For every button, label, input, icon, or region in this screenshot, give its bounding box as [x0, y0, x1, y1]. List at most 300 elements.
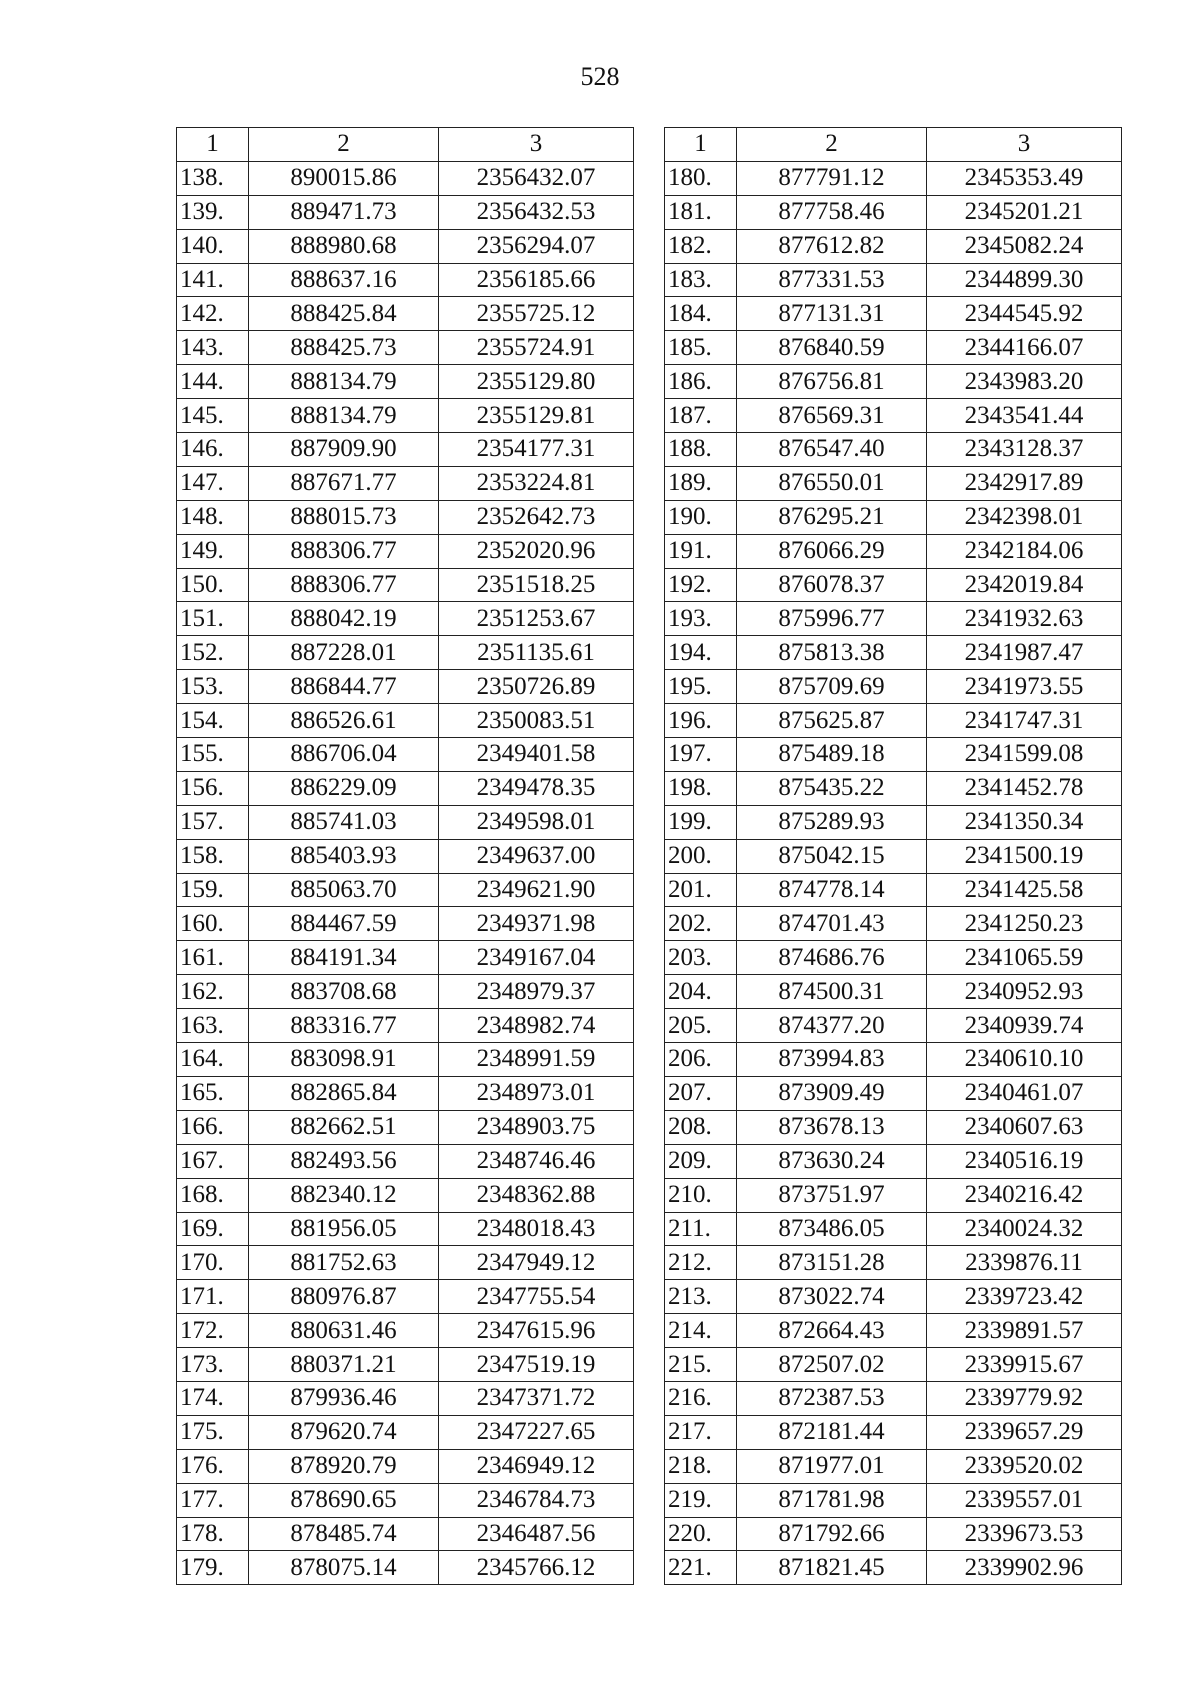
y-coordinate: 2341452.78 [927, 771, 1122, 805]
header-row [665, 128, 1122, 162]
table-row [665, 1212, 1122, 1246]
table-row [665, 941, 1122, 975]
table-row [177, 636, 634, 670]
x-coordinate: 878075.14 [249, 1551, 439, 1585]
point-number: 147. [177, 466, 249, 500]
point-number: 203. [665, 941, 737, 975]
y-coordinate: 2354177.31 [439, 433, 634, 467]
table-row [177, 941, 634, 975]
y-coordinate: 2356294.07 [439, 229, 634, 263]
x-coordinate: 886526.61 [249, 704, 439, 738]
table-row [177, 161, 634, 195]
table-row [665, 399, 1122, 433]
table-row [177, 602, 634, 636]
y-coordinate: 2349637.00 [439, 839, 634, 873]
y-coordinate: 2348991.59 [439, 1043, 634, 1077]
y-coordinate: 2346784.73 [439, 1483, 634, 1517]
point-number: 200. [665, 839, 737, 873]
table-row [177, 365, 634, 399]
table-row [665, 975, 1122, 1009]
y-coordinate: 2355129.81 [439, 399, 634, 433]
x-coordinate: 873678.13 [737, 1110, 927, 1144]
point-number: 187. [665, 399, 737, 433]
x-coordinate: 875996.77 [737, 602, 927, 636]
y-coordinate: 2341250.23 [927, 907, 1122, 941]
point-number: 155. [177, 738, 249, 772]
x-coordinate: 873994.83 [737, 1043, 927, 1077]
table-row [177, 568, 634, 602]
point-number: 172. [177, 1314, 249, 1348]
point-number: 176. [177, 1449, 249, 1483]
table-row [665, 805, 1122, 839]
x-coordinate: 879620.74 [249, 1415, 439, 1449]
table-row [177, 1212, 634, 1246]
table-row [177, 1009, 634, 1043]
y-coordinate: 2349598.01 [439, 805, 634, 839]
table-row [665, 365, 1122, 399]
table-row [177, 1280, 634, 1314]
y-coordinate: 2340024.32 [927, 1212, 1122, 1246]
point-number: 210. [665, 1178, 737, 1212]
point-number: 182. [665, 229, 737, 263]
table-row [177, 738, 634, 772]
table-row [665, 1280, 1122, 1314]
x-coordinate: 888980.68 [249, 229, 439, 263]
table-body [177, 161, 634, 1584]
x-coordinate: 890015.86 [249, 161, 439, 195]
point-number: 197. [665, 738, 737, 772]
table-row [665, 1314, 1122, 1348]
x-coordinate: 883316.77 [249, 1009, 439, 1043]
x-coordinate: 888015.73 [249, 500, 439, 534]
point-number: 141. [177, 263, 249, 297]
y-coordinate: 2348973.01 [439, 1076, 634, 1110]
y-coordinate: 2349371.98 [439, 907, 634, 941]
y-coordinate: 2341065.59 [927, 941, 1122, 975]
point-number: 207. [665, 1076, 737, 1110]
table-row [665, 1483, 1122, 1517]
y-coordinate: 2344545.92 [927, 297, 1122, 331]
point-number: 167. [177, 1144, 249, 1178]
x-coordinate: 876756.81 [737, 365, 927, 399]
table-row [665, 1348, 1122, 1382]
column-header-number: 1 [665, 128, 737, 162]
y-coordinate: 2347755.54 [439, 1280, 634, 1314]
point-number: 212. [665, 1246, 737, 1280]
x-coordinate: 888425.84 [249, 297, 439, 331]
x-coordinate: 872664.43 [737, 1314, 927, 1348]
point-number: 142. [177, 297, 249, 331]
y-coordinate: 2356185.66 [439, 263, 634, 297]
table-row [177, 1110, 634, 1144]
x-coordinate: 875813.38 [737, 636, 927, 670]
header-row [177, 128, 634, 162]
y-coordinate: 2345082.24 [927, 229, 1122, 263]
coordinates-table-right [664, 127, 1122, 1585]
point-number: 157. [177, 805, 249, 839]
table-row [177, 1517, 634, 1551]
coordinates-table-left [176, 127, 634, 1585]
table-row [177, 975, 634, 1009]
y-coordinate: 2339876.11 [927, 1246, 1122, 1280]
point-number: 215. [665, 1348, 737, 1382]
x-coordinate: 884467.59 [249, 907, 439, 941]
table-row [665, 1144, 1122, 1178]
x-coordinate: 874778.14 [737, 873, 927, 907]
x-coordinate: 875709.69 [737, 670, 927, 704]
y-coordinate: 2340516.19 [927, 1144, 1122, 1178]
y-coordinate: 2343983.20 [927, 365, 1122, 399]
y-coordinate: 2339723.42 [927, 1280, 1122, 1314]
x-coordinate: 888134.79 [249, 365, 439, 399]
x-coordinate: 876295.21 [737, 500, 927, 534]
x-coordinate: 881752.63 [249, 1246, 439, 1280]
x-coordinate: 882865.84 [249, 1076, 439, 1110]
x-coordinate: 886706.04 [249, 738, 439, 772]
table-row [665, 907, 1122, 941]
y-coordinate: 2339673.53 [927, 1517, 1122, 1551]
table-row [665, 1449, 1122, 1483]
point-number: 175. [177, 1415, 249, 1449]
x-coordinate: 877758.46 [737, 195, 927, 229]
table-row [665, 1076, 1122, 1110]
y-coordinate: 2341425.58 [927, 873, 1122, 907]
y-coordinate: 2342398.01 [927, 500, 1122, 534]
x-coordinate: 871792.66 [737, 1517, 927, 1551]
point-number: 162. [177, 975, 249, 1009]
table-row [177, 500, 634, 534]
point-number: 144. [177, 365, 249, 399]
point-number: 166. [177, 1110, 249, 1144]
x-coordinate: 877791.12 [737, 161, 927, 195]
x-coordinate: 887228.01 [249, 636, 439, 670]
x-coordinate: 876569.31 [737, 399, 927, 433]
table-row [665, 195, 1122, 229]
y-coordinate: 2339891.57 [927, 1314, 1122, 1348]
y-coordinate: 2345201.21 [927, 195, 1122, 229]
x-coordinate: 882662.51 [249, 1110, 439, 1144]
x-coordinate: 874686.76 [737, 941, 927, 975]
table-row [177, 1144, 634, 1178]
table-row [177, 670, 634, 704]
table-row [665, 1415, 1122, 1449]
y-coordinate: 2347371.72 [439, 1381, 634, 1415]
y-coordinate: 2340461.07 [927, 1076, 1122, 1110]
point-number: 173. [177, 1348, 249, 1382]
point-number: 164. [177, 1043, 249, 1077]
x-coordinate: 884191.34 [249, 941, 439, 975]
table-row [665, 873, 1122, 907]
x-coordinate: 874377.20 [737, 1009, 927, 1043]
point-number: 185. [665, 331, 737, 365]
x-coordinate: 888134.79 [249, 399, 439, 433]
point-number: 158. [177, 839, 249, 873]
x-coordinate: 881956.05 [249, 1212, 439, 1246]
y-coordinate: 2341500.19 [927, 839, 1122, 873]
y-coordinate: 2342917.89 [927, 466, 1122, 500]
table-row [177, 263, 634, 297]
point-number: 193. [665, 602, 737, 636]
y-coordinate: 2345766.12 [439, 1551, 634, 1585]
y-coordinate: 2348362.88 [439, 1178, 634, 1212]
x-coordinate: 879936.46 [249, 1381, 439, 1415]
x-coordinate: 873751.97 [737, 1178, 927, 1212]
table-body [665, 161, 1122, 1584]
point-number: 150. [177, 568, 249, 602]
point-number: 195. [665, 670, 737, 704]
point-number: 191. [665, 534, 737, 568]
x-coordinate: 875489.18 [737, 738, 927, 772]
x-coordinate: 876550.01 [737, 466, 927, 500]
y-coordinate: 2340952.93 [927, 975, 1122, 1009]
y-coordinate: 2339520.02 [927, 1449, 1122, 1483]
x-coordinate: 888306.77 [249, 568, 439, 602]
y-coordinate: 2348018.43 [439, 1212, 634, 1246]
column-header-x: 2 [737, 128, 927, 162]
y-coordinate: 2345353.49 [927, 161, 1122, 195]
table-row [177, 805, 634, 839]
table-row [177, 297, 634, 331]
x-coordinate: 873909.49 [737, 1076, 927, 1110]
point-number: 149. [177, 534, 249, 568]
point-number: 168. [177, 1178, 249, 1212]
x-coordinate: 878485.74 [249, 1517, 439, 1551]
y-coordinate: 2347615.96 [439, 1314, 634, 1348]
point-number: 174. [177, 1381, 249, 1415]
table-row [665, 534, 1122, 568]
y-coordinate: 2342019.84 [927, 568, 1122, 602]
point-number: 199. [665, 805, 737, 839]
x-coordinate: 871821.45 [737, 1551, 927, 1585]
point-number: 170. [177, 1246, 249, 1280]
point-number: 206. [665, 1043, 737, 1077]
y-coordinate: 2356432.53 [439, 195, 634, 229]
x-coordinate: 880371.21 [249, 1348, 439, 1382]
table-row [177, 1551, 634, 1585]
y-coordinate: 2341932.63 [927, 602, 1122, 636]
x-coordinate: 883708.68 [249, 975, 439, 1009]
x-coordinate: 888042.19 [249, 602, 439, 636]
point-number: 184. [665, 297, 737, 331]
point-number: 188. [665, 433, 737, 467]
y-coordinate: 2348979.37 [439, 975, 634, 1009]
point-number: 171. [177, 1280, 249, 1314]
y-coordinate: 2339557.01 [927, 1483, 1122, 1517]
x-coordinate: 880976.87 [249, 1280, 439, 1314]
point-number: 161. [177, 941, 249, 975]
y-coordinate: 2340607.63 [927, 1110, 1122, 1144]
point-number: 217. [665, 1415, 737, 1449]
y-coordinate: 2341599.08 [927, 738, 1122, 772]
point-number: 143. [177, 331, 249, 365]
point-number: 154. [177, 704, 249, 738]
table-row [177, 1043, 634, 1077]
x-coordinate: 873151.28 [737, 1246, 927, 1280]
y-coordinate: 2347949.12 [439, 1246, 634, 1280]
table-row [177, 1348, 634, 1382]
point-number: 181. [665, 195, 737, 229]
table-row [665, 670, 1122, 704]
table-row [665, 229, 1122, 263]
y-coordinate: 2349167.04 [439, 941, 634, 975]
table-row [665, 1178, 1122, 1212]
x-coordinate: 882493.56 [249, 1144, 439, 1178]
point-number: 169. [177, 1212, 249, 1246]
y-coordinate: 2343128.37 [927, 433, 1122, 467]
x-coordinate: 887671.77 [249, 466, 439, 500]
column-header-x: 2 [249, 128, 439, 162]
point-number: 209. [665, 1144, 737, 1178]
table-row [665, 771, 1122, 805]
y-coordinate: 2341350.34 [927, 805, 1122, 839]
point-number: 179. [177, 1551, 249, 1585]
point-number: 186. [665, 365, 737, 399]
table-row [177, 771, 634, 805]
point-number: 146. [177, 433, 249, 467]
y-coordinate: 2351253.67 [439, 602, 634, 636]
table-row [665, 331, 1122, 365]
point-number: 152. [177, 636, 249, 670]
point-number: 216. [665, 1381, 737, 1415]
x-coordinate: 875042.15 [737, 839, 927, 873]
x-coordinate: 876840.59 [737, 331, 927, 365]
y-coordinate: 2352642.73 [439, 500, 634, 534]
point-number: 160. [177, 907, 249, 941]
table-row [665, 466, 1122, 500]
y-coordinate: 2355725.12 [439, 297, 634, 331]
y-coordinate: 2339657.29 [927, 1415, 1122, 1449]
table-row [177, 1381, 634, 1415]
table-row [177, 907, 634, 941]
table-row [177, 1314, 634, 1348]
x-coordinate: 877131.31 [737, 297, 927, 331]
x-coordinate: 874701.43 [737, 907, 927, 941]
y-coordinate: 2347227.65 [439, 1415, 634, 1449]
y-coordinate: 2347519.19 [439, 1348, 634, 1382]
point-number: 205. [665, 1009, 737, 1043]
x-coordinate: 885403.93 [249, 839, 439, 873]
y-coordinate: 2343541.44 [927, 399, 1122, 433]
point-number: 153. [177, 670, 249, 704]
point-number: 220. [665, 1517, 737, 1551]
x-coordinate: 883098.91 [249, 1043, 439, 1077]
y-coordinate: 2346487.56 [439, 1517, 634, 1551]
y-coordinate: 2349621.90 [439, 873, 634, 907]
point-number: 194. [665, 636, 737, 670]
x-coordinate: 882340.12 [249, 1178, 439, 1212]
x-coordinate: 876066.29 [737, 534, 927, 568]
x-coordinate: 889471.73 [249, 195, 439, 229]
y-coordinate: 2351135.61 [439, 636, 634, 670]
point-number: 177. [177, 1483, 249, 1517]
x-coordinate: 878690.65 [249, 1483, 439, 1517]
y-coordinate: 2344166.07 [927, 331, 1122, 365]
y-coordinate: 2339915.67 [927, 1348, 1122, 1382]
table-row [665, 1551, 1122, 1585]
point-number: 165. [177, 1076, 249, 1110]
y-coordinate: 2350726.89 [439, 670, 634, 704]
point-number: 180. [665, 161, 737, 195]
x-coordinate: 885741.03 [249, 805, 439, 839]
x-coordinate: 871977.01 [737, 1449, 927, 1483]
x-coordinate: 878920.79 [249, 1449, 439, 1483]
x-coordinate: 876078.37 [737, 568, 927, 602]
point-number: 214. [665, 1314, 737, 1348]
point-number: 140. [177, 229, 249, 263]
x-coordinate: 888637.16 [249, 263, 439, 297]
y-coordinate: 2348982.74 [439, 1009, 634, 1043]
table-row [665, 568, 1122, 602]
point-number: 211. [665, 1212, 737, 1246]
y-coordinate: 2340610.10 [927, 1043, 1122, 1077]
y-coordinate: 2355724.91 [439, 331, 634, 365]
column-header-y: 3 [439, 128, 634, 162]
x-coordinate: 872507.02 [737, 1348, 927, 1382]
point-number: 198. [665, 771, 737, 805]
point-number: 213. [665, 1280, 737, 1314]
table-row [177, 534, 634, 568]
y-coordinate: 2353224.81 [439, 466, 634, 500]
table-row [665, 1110, 1122, 1144]
y-coordinate: 2346949.12 [439, 1449, 634, 1483]
point-number: 221. [665, 1551, 737, 1585]
y-coordinate: 2340939.74 [927, 1009, 1122, 1043]
point-number: 151. [177, 602, 249, 636]
table-row [665, 1246, 1122, 1280]
table-row [177, 229, 634, 263]
y-coordinate: 2339779.92 [927, 1381, 1122, 1415]
x-coordinate: 886844.77 [249, 670, 439, 704]
table-row [665, 839, 1122, 873]
point-number: 218. [665, 1449, 737, 1483]
point-number: 192. [665, 568, 737, 602]
table-row [177, 1449, 634, 1483]
y-coordinate: 2340216.42 [927, 1178, 1122, 1212]
x-coordinate: 877612.82 [737, 229, 927, 263]
x-coordinate: 876547.40 [737, 433, 927, 467]
point-number: 178. [177, 1517, 249, 1551]
table-row [665, 704, 1122, 738]
table-row [665, 738, 1122, 772]
table-row [665, 500, 1122, 534]
column-header-number: 1 [177, 128, 249, 162]
point-number: 138. [177, 161, 249, 195]
table-row [665, 433, 1122, 467]
point-number: 204. [665, 975, 737, 1009]
point-number: 145. [177, 399, 249, 433]
table-row [665, 1009, 1122, 1043]
table-row [665, 636, 1122, 670]
table-row [177, 466, 634, 500]
y-coordinate: 2352020.96 [439, 534, 634, 568]
y-coordinate: 2342184.06 [927, 534, 1122, 568]
x-coordinate: 871781.98 [737, 1483, 927, 1517]
x-coordinate: 877331.53 [737, 263, 927, 297]
x-coordinate: 888425.73 [249, 331, 439, 365]
table-row [665, 1381, 1122, 1415]
x-coordinate: 880631.46 [249, 1314, 439, 1348]
table-row [177, 331, 634, 365]
y-coordinate: 2349401.58 [439, 738, 634, 772]
x-coordinate: 873630.24 [737, 1144, 927, 1178]
x-coordinate: 875289.93 [737, 805, 927, 839]
y-coordinate: 2349478.35 [439, 771, 634, 805]
point-number: 156. [177, 771, 249, 805]
point-number: 196. [665, 704, 737, 738]
x-coordinate: 874500.31 [737, 975, 927, 1009]
table-row [177, 704, 634, 738]
point-number: 189. [665, 466, 737, 500]
